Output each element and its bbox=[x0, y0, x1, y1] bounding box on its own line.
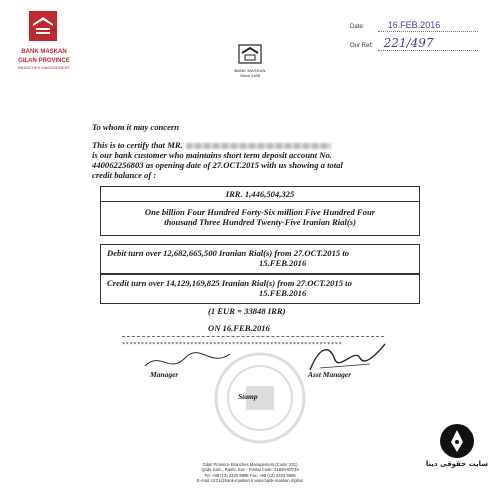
date-underline bbox=[378, 31, 478, 32]
ref-underline bbox=[378, 50, 478, 51]
date-value: 16.FEB.2016 bbox=[387, 20, 441, 30]
watermark bbox=[422, 424, 492, 468]
divider-line bbox=[122, 336, 384, 337]
amount-figure: IRR. 1,446,504,325 bbox=[101, 187, 419, 202]
footer-line-1: Gilan Province Branches Management (Code: 221) bbox=[202, 462, 298, 467]
body-line-2: is our bank customer who maintains short term deposit account No. bbox=[92, 150, 332, 160]
amount-words-line-2: thousand Three Hundred Twenty-Five Iranian Rial(s) bbox=[164, 217, 356, 227]
watermark-text: سایت حقوقی دینا bbox=[425, 460, 489, 468]
credit-box bbox=[100, 274, 420, 304]
certify-prefix: This is to certify that MR. bbox=[92, 140, 183, 150]
bank-logo-left bbox=[14, 10, 74, 70]
greeting: To whom it may concern bbox=[92, 122, 180, 132]
logo-province: GILAN PROVINCE bbox=[18, 58, 70, 64]
bank-house-icon bbox=[238, 44, 262, 64]
eur-rate: (1 EUR = 33848 IRR) bbox=[208, 306, 286, 316]
bank-maskan-logo-icon bbox=[28, 10, 58, 42]
center-logo-since: Since 1938 bbox=[239, 73, 260, 78]
issue-date: ON 16.FEB.2016 bbox=[208, 323, 270, 333]
date-label: Date: bbox=[350, 24, 365, 30]
ref-value: 221/497 bbox=[383, 36, 434, 50]
certify-line bbox=[92, 140, 331, 150]
logo-branch: BRANCHES MANAGEMENT bbox=[17, 65, 70, 70]
amount-box bbox=[100, 186, 420, 236]
stamp-label: Stamp bbox=[238, 392, 258, 401]
debit-line-1: Debit turn over 12,682,665,500 Iranian Rial(s) from 27.OCT.2015 to bbox=[107, 248, 350, 258]
watermark-pen-icon bbox=[440, 424, 474, 458]
footer-line-2: Qods Junc., Rasht, Iran - Postal Code: 41849-83749 bbox=[201, 467, 299, 473]
asst-manager-label: Asst Manager bbox=[308, 370, 352, 379]
date-block bbox=[350, 20, 440, 30]
footer-line-4: E-mail: n221@bank-maskan.ir www.bank-maskan.ir/gilan bbox=[196, 478, 304, 484]
logo-bank-name: BANK MASKAN bbox=[21, 49, 67, 55]
debit-line-2: 15.FEB.2016 bbox=[259, 258, 307, 268]
ref-block bbox=[350, 36, 434, 50]
amount-words-line-1: One billion Four Hundred Forty-Six million Five Hundred Four bbox=[144, 207, 376, 217]
star-separator: ********************************************************** bbox=[122, 342, 343, 348]
debit-box bbox=[100, 244, 420, 274]
manager-label: Manager bbox=[150, 370, 179, 379]
body-line-4: credit balance of : bbox=[92, 170, 157, 180]
ref-label: Our Ref: bbox=[350, 43, 373, 49]
body-line-3: 440062256803 as opening date of 27.OCT.2015 with us showing a total bbox=[92, 160, 343, 170]
footer-line-3: Tel: +98 (13) 3333 9998 Fax: +98 (13) 3333 9995 bbox=[204, 472, 296, 478]
redacted-name bbox=[186, 143, 331, 149]
center-logo-name: BANK MASKAN bbox=[234, 68, 266, 73]
credit-line-1: Credit turn over 14,129,169,825 Iranian Rial(s) from 27.OCT.2015 to bbox=[107, 278, 352, 288]
credit-line-2: 15.FEB.2016 bbox=[259, 288, 307, 298]
bank-logo-center bbox=[228, 44, 272, 78]
